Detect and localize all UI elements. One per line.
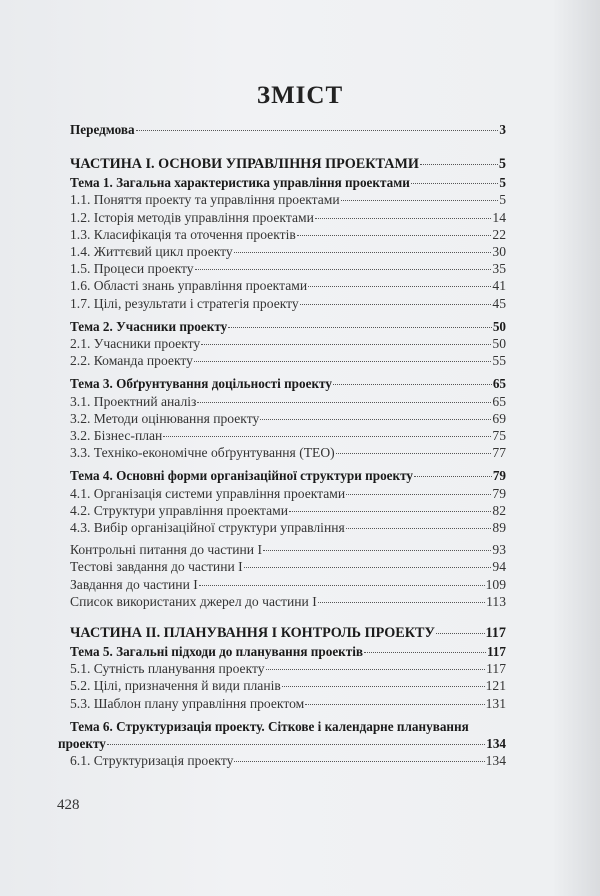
entry-title: Тема 6. Структуризація проекту. Сіткове і календарне планування [70,718,469,734]
toc-entry[interactable] [70,318,506,335]
entry-title: 3.1. Проектний аналіз [70,393,197,409]
toc-entry[interactable] [70,660,506,677]
toc-entry[interactable] [70,576,506,593]
entry-title: Список використаних джерел до частини І [70,593,317,609]
toc-entry[interactable] [70,410,506,427]
entry-title: 6.1. Структуризація проекту [70,753,234,769]
entry-page-number: 55 [492,353,506,369]
entry-page-number: 65 [492,393,506,409]
entry-title: 3.2. Бізнес-план [70,428,163,444]
entry-title: 1.2. Історія методів управління проектами [70,209,314,225]
entry-page-number: 134 [486,736,506,752]
dot-leader [420,164,498,165]
entry-title: ЧАСТИНА ІІ. ПЛАНУВАННЯ І КОНТРОЛЬ ПРОЕКТУ [70,625,435,642]
entry-page-number: 5 [499,175,506,191]
dot-leader [411,183,499,184]
entry-title: 3.3. Техніко-економічне обґрунтування (ТЕО) [70,445,335,461]
toc-entry[interactable] [70,624,506,643]
dot-leader [297,235,492,236]
entry-page-number: 65 [492,376,506,392]
toc-entry[interactable] [70,502,506,519]
entry-page-number: 79 [492,485,506,501]
toc-entry[interactable] [70,444,506,461]
entry-page-number: 5 [499,192,506,208]
entry-title: 4.2. Структури управління проектами [70,502,289,518]
dot-leader [414,476,492,477]
toc-entry[interactable] [58,735,506,752]
toc-entry[interactable] [70,260,506,277]
entry-page-number: 3 [499,122,506,137]
dot-leader [195,269,492,270]
toc-entry[interactable] [70,155,506,174]
toc-entry[interactable] [70,226,506,243]
dot-leader [136,130,499,131]
toc-entry[interactable] [70,427,506,444]
dot-leader [201,344,491,345]
entry-page-number: 79 [492,468,506,484]
entry-title: Передмова [70,122,135,137]
entry-page-number: 131 [485,695,506,711]
page-number: 428 [57,797,80,813]
entry-page-number: 117 [486,644,506,660]
toc-entry[interactable] [70,643,506,660]
dot-leader [266,669,486,670]
table-of-contents [58,121,506,770]
entry-title: Тестові завдання до частини І [70,559,243,575]
toc-entry[interactable] [70,295,506,312]
toc-entry[interactable] [70,121,506,138]
entry-title: 2.1. Учасники проекту [70,336,201,352]
entry-title: 1.4. Життєвий цикл проекту [70,244,233,260]
dot-leader [346,528,492,529]
toc-entry[interactable] [70,191,506,208]
dot-leader [318,602,485,603]
dot-leader [199,585,485,586]
entry-title: 2.2. Команда проекту [70,353,193,369]
entry-title: 1.6. Області знань управління проектами [70,278,308,294]
entry-title: проекту [58,736,106,752]
entry-page-number: 14 [492,209,506,225]
toc-entry[interactable] [70,593,506,610]
entry-title: 1.1. Поняття проекту та управління проектами [70,192,340,208]
entry-page-number: 5 [498,156,506,173]
entry-title: 1.5. Процеси проекту [70,261,194,277]
dot-leader [308,286,491,287]
dot-leader [436,633,485,634]
dot-leader [197,402,491,403]
dot-leader [244,567,492,568]
toc-entry[interactable] [70,393,506,410]
dot-leader [228,327,492,328]
entry-title: 4.3. Вибір організаційної структури управління [70,520,345,536]
entry-page-number: 93 [492,542,506,558]
dot-leader [234,761,484,762]
entry-title: Тема 4. Основні форми організаційної структури проекту [70,468,414,484]
dot-leader [107,744,485,745]
toc-entry[interactable] [70,519,506,536]
entry-page-number: 113 [486,593,506,609]
dot-leader [336,453,492,454]
toc-entry[interactable] [70,352,506,369]
dot-leader [260,419,491,420]
entry-page-number: 82 [492,502,506,518]
toc-entry[interactable] [70,375,506,392]
dot-leader [300,304,492,305]
entry-title: 1.3. Класифікація та оточення проектів [70,226,296,242]
dot-leader [163,436,491,437]
entry-title: Тема 2. Учасники проекту [70,318,228,334]
entry-title: 5.3. Шаблон плану управління проектом [70,695,305,711]
toc-entry[interactable] [70,695,506,712]
entry-page-number: 117 [486,661,506,677]
entry-title: Тема 5. Загальні підходи до планування проектів [70,644,364,660]
entry-page-number: 121 [485,678,506,694]
entry-page-number: 69 [492,410,506,426]
dot-leader [263,550,491,551]
dot-leader [289,511,491,512]
entry-page-number: 50 [492,336,506,352]
entry-page-number: 89 [492,520,506,536]
toc-entry[interactable] [70,174,506,191]
entry-page-number: 75 [492,428,506,444]
entry-title: 5.2. Цілі, призначення й види планів [70,678,281,694]
entry-page-number: 45 [492,295,506,311]
entry-page-number: 41 [492,278,506,294]
dot-leader [333,384,492,385]
entry-page-number: 134 [485,753,506,769]
toc-entry[interactable] [70,677,506,694]
entry-page-number: 117 [485,625,506,642]
toc-entry[interactable] [70,752,506,769]
dot-leader [234,252,492,253]
dot-leader [346,494,491,495]
toc-entry[interactable] [70,558,506,575]
toc-entry[interactable] [70,277,506,294]
toc-entry[interactable] [70,335,506,352]
entry-title: 1.7. Цілі, результати і стратегія проекту [70,295,299,311]
entry-page-number: 35 [492,261,506,277]
dot-leader [282,686,485,687]
dot-leader [341,200,499,201]
entry-title: 4.1. Організація системи управління проектами [70,485,346,501]
toc-entry[interactable] [70,209,506,226]
entry-title: Контрольні питання до частини І [70,542,263,558]
entry-page-number: 30 [492,244,506,260]
entry-title: 5.1. Сутність планування проекту [70,661,265,677]
entry-title: ЧАСТИНА І. ОСНОВИ УПРАВЛІННЯ ПРОЕКТАМИ [70,156,419,173]
entry-page-number: 94 [492,559,506,575]
entry-title: Тема 3. Обґрунтування доцільності проекту [70,376,332,392]
dot-leader [305,704,484,705]
toc-entry[interactable] [70,467,506,484]
dot-leader [364,652,486,653]
entry-page-number: 50 [492,318,506,334]
dot-leader [315,218,492,219]
entry-page-number: 77 [492,445,506,461]
toc-entry[interactable] [70,485,506,502]
entry-title: Завдання до частини І [70,576,198,592]
entry-page-number: 22 [492,226,506,242]
entry-title: Тема 1. Загальна характеристика управління проектами [70,175,410,191]
toc-entry-wrapped[interactable] [58,718,506,752]
page-title: ЗМІСТ [256,82,344,109]
toc-entry[interactable] [70,243,506,260]
dot-leader [194,361,491,362]
entry-page-number: 109 [485,576,506,592]
entry-title: 3.2. Методи оцінювання проекту [70,410,260,426]
toc-entry[interactable] [70,541,506,558]
